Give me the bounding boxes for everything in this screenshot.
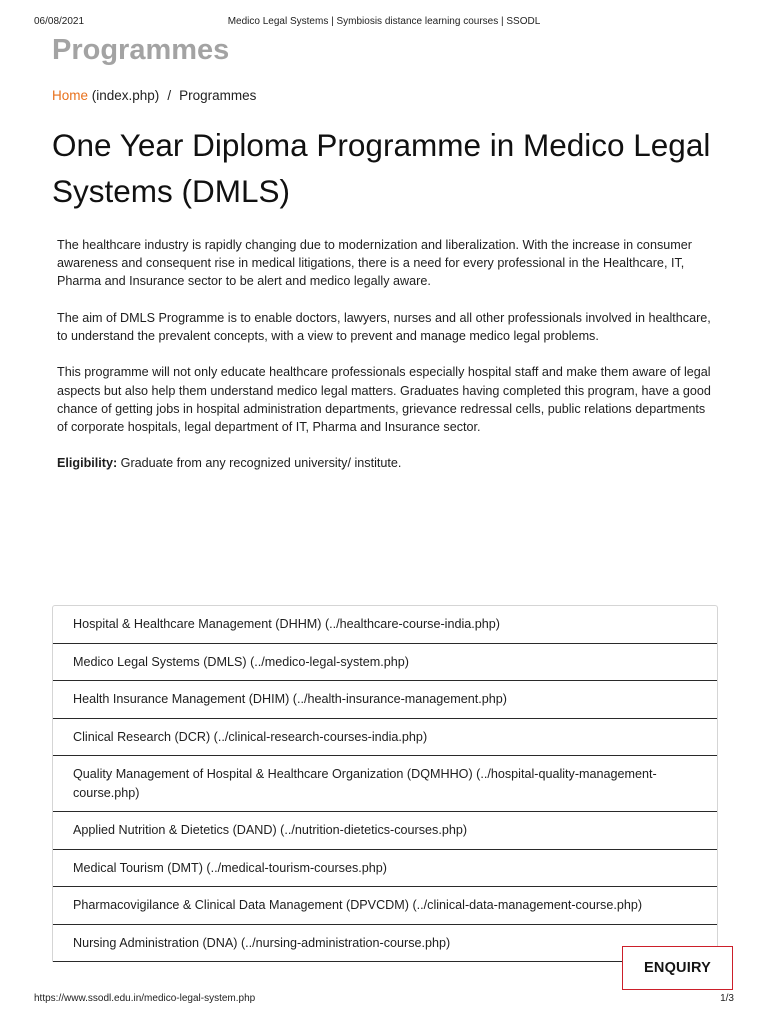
- print-document-title: Medico Legal Systems | Symbiosis distance learning courses | SSODL: [227, 16, 541, 27]
- print-header: [34, 16, 734, 30]
- programme-description: [57, 236, 719, 491]
- breadcrumb-separator: /: [167, 88, 172, 103]
- course-link-dmt[interactable]: Medical Tourism (DMT) (../medical-tourism-courses.php): [53, 850, 717, 888]
- course-link-dhim[interactable]: Health Insurance Management (DHIM) (../health-insurance-management.php): [53, 681, 717, 719]
- course-list: [52, 605, 718, 962]
- description-paragraph-1: The healthcare industry is rapidly changing due to modernization and liberalization. With the increase in consumer awareness and consequent rise in medical litigations, there is a need for every professional in the Healthcare, IT, Pharma and Insurance sector to be alert and medico legally aware.: [57, 238, 692, 289]
- breadcrumb-home-link[interactable]: Home: [52, 88, 89, 103]
- course-link-dna[interactable]: Nursing Administration (DNA) (../nursing-administration-course.php): [53, 925, 717, 963]
- course-link-dqmhho[interactable]: Quality Management of Hospital & Healthcare Organization (DQMHHO) (../hospital-quality-management-course.php): [53, 756, 717, 812]
- eligibility: [57, 454, 719, 472]
- course-link-dand[interactable]: Applied Nutrition & Dietetics (DAND) (../nutrition-dietetics-courses.php): [53, 812, 717, 850]
- print-page-number: 1/3: [720, 993, 734, 1004]
- eligibility-text: Graduate from any recognized university/ institute.: [117, 456, 402, 471]
- page-title: One Year Diploma Programme in Medico Legal Systems (DMLS): [52, 127, 711, 209]
- print-url: https://www.ssodl.edu.in/medico-legal-system.php: [34, 993, 256, 1004]
- breadcrumb: [52, 88, 256, 103]
- breadcrumb-home-href: (index.php): [88, 88, 160, 103]
- print-date: 06/08/2021: [34, 16, 85, 27]
- eligibility-label: Eligibility:: [57, 456, 118, 471]
- description-paragraph-2: The aim of DMLS Programme is to enable doctors, lawyers, nurses and all other professionals involved in healthcare, to understand the prevalent concepts, with a view to prevent and manage medico legal problems.: [57, 310, 711, 343]
- course-link-dpvcdm[interactable]: Pharmacovigilance & Clinical Data Management (DPVCDM) (../clinical-data-management-course.php): [53, 887, 717, 925]
- enquiry-button[interactable]: ENQUIRY: [622, 946, 733, 990]
- course-link-dmls[interactable]: Medico Legal Systems (DMLS) (../medico-legal-system.php): [53, 644, 717, 682]
- course-link-dhhm[interactable]: Hospital & Healthcare Management (DHHM) (../healthcare-course-india.php): [53, 606, 717, 644]
- course-link-dcr[interactable]: Clinical Research (DCR) (../clinical-research-courses-india.php): [53, 719, 717, 757]
- print-footer: [34, 993, 734, 1007]
- breadcrumb-current: Programmes: [179, 88, 257, 103]
- section-heading: Programmes: [52, 34, 230, 66]
- description-paragraph-3: This programme will not only educate healthcare professionals especially hospital staff and make them aware of legal aspects but also help them understand medico legal matters. Graduates having completed this program, have a good chance of getting jobs in hospital administration departments, grievance redressal cells, public relations departments of corporate hospitals, legal department of IT, Pharma and Insurance sector.: [57, 365, 711, 434]
